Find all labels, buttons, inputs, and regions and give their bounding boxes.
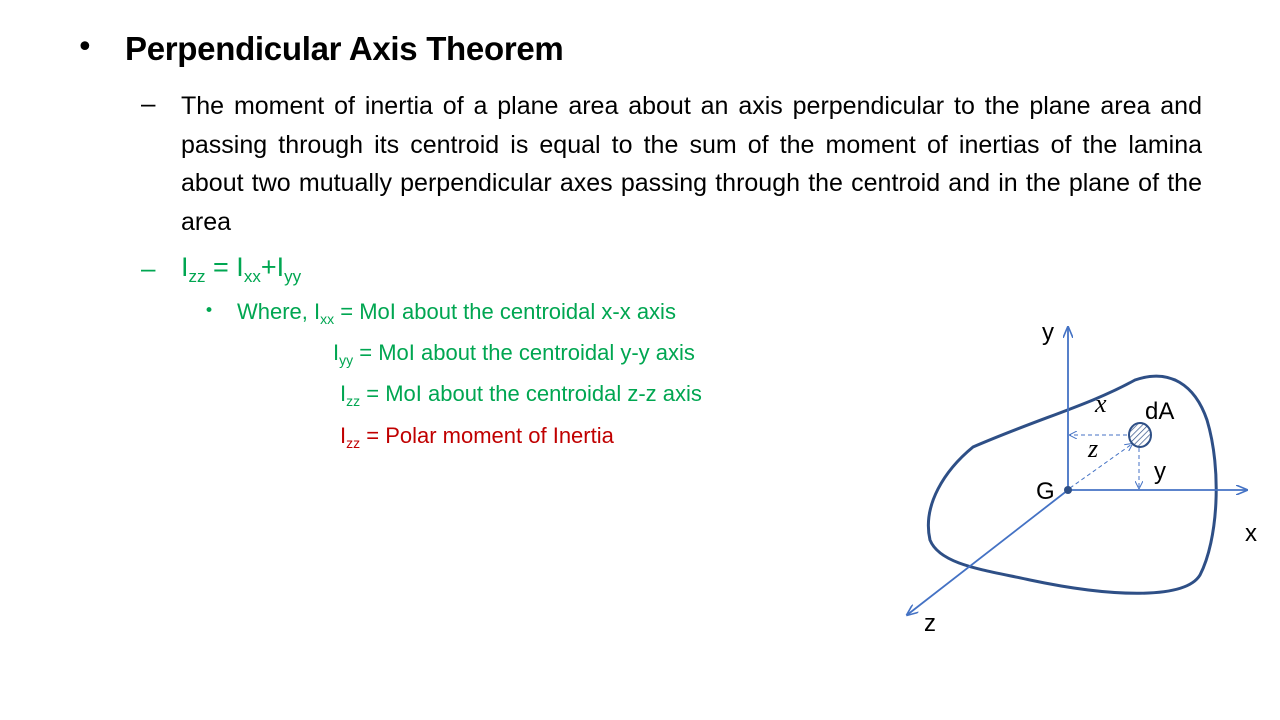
title-bullet: • [76,30,94,65]
dist-y-label: y [1154,458,1166,485]
definition-izz: $I_{zz}$ = MoI about the centroidal z-z axis [340,381,702,409]
dist-x-label: x [1095,389,1107,418]
description-dash: – [141,88,156,118]
definition-iyy: $I_{yy}$ = MoI about the centroidal y-y axis [333,340,695,368]
dist-z-label: z [1088,434,1099,463]
element-dA [1129,423,1151,447]
slide-title: Perpendicular Axis Theorem [125,30,564,67]
definition-ixx: Where, $I_{xx}$ = MoI about the centroidal x-x axis [237,299,676,327]
origin-label: G [1036,478,1055,505]
definitions-bullet: • [204,301,215,321]
dist-z-arrow [1070,444,1132,488]
theorem-description: The moment of inertia of a plane area about an axis perpendicular to the plane area and passing through its centroid is equal to the sum of the moment of inertias of the lamina about two mutually perpendicular axes passing through the centroid and in the plane of the area [181,92,1202,236]
element-label: dA [1145,398,1175,425]
formula-dash: – [141,253,156,283]
definition-polar: $I_{zz}$ = Polar moment of Inertia [340,423,614,451]
axis-x-label: x [1245,520,1257,547]
axis-y-label: y [1042,319,1054,346]
axis-z-label: z [924,610,936,637]
theorem-formula: $I_{zz} = I_{xx}+I_{yy}$ [181,252,302,286]
centroid-point [1064,486,1072,494]
